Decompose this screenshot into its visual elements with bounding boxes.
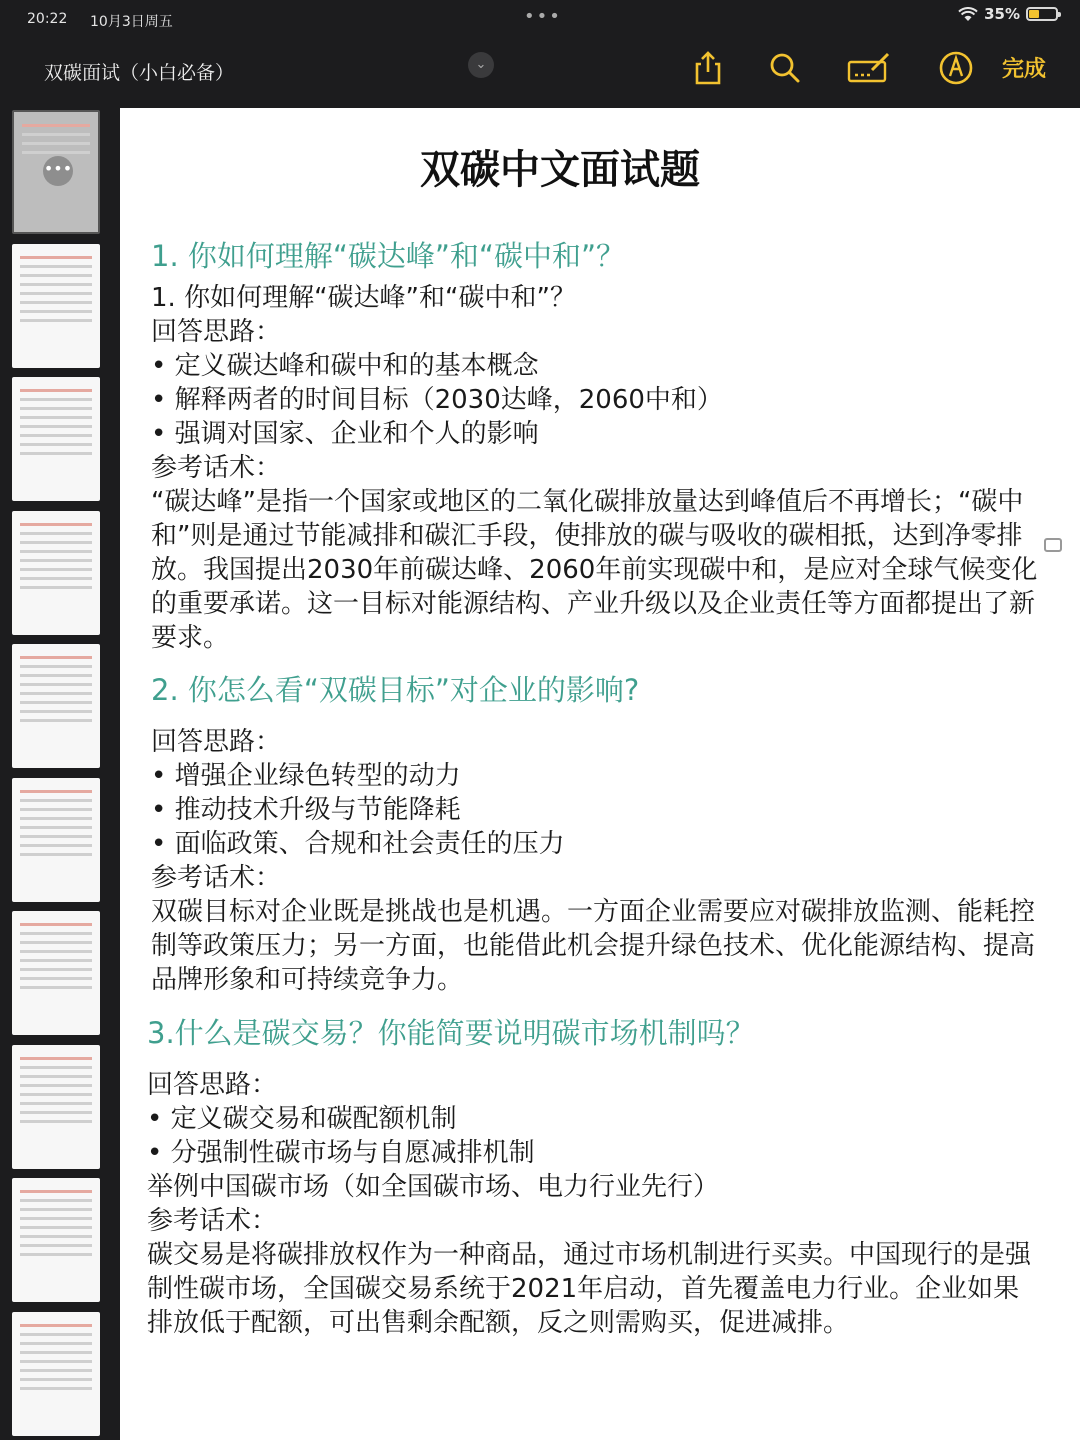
page-thumbnail[interactable]: [12, 110, 100, 234]
reference-answer: 碳交易是将碳排放权作为一种商品，通过市场机制进行买卖。中国现行的是强制性碳市场，全国碳交易系统于2021年启动，首先覆盖电力行业。企业如果排放低于配额，可出售剩余配额，反之则需购买，促进减排。: [147, 1240, 1032, 1338]
reference-answer: 双碳目标对企业既是挑战也是机遇。一方面企业需要应对碳排放监测、能耗控制等政策压力；另一方面，也能借此机会提升绿色技术、优化能源结构、提高品牌形象和可持续竞争力。: [151, 897, 1036, 995]
search-icon[interactable]: [765, 48, 805, 88]
reference-answer: “碳达峰”是指一个国家或地区的二氧化碳排放量达到峰值后不再增长；“碳中和”则是通过节能减排和碳汇手段，使排放的碳与吸收的碳相抵，达到净零排放。我国提出2030年前碳达峰、2060年前实现碳中和，是应对全球气候变化的重要承诺。这一目标对能源结构、产业升级以及企业责任等方面都提出了新要求。: [151, 487, 1038, 653]
section-heading: 1. 你如何理解“碳达峰”和“碳中和”？: [151, 239, 625, 273]
page-thumbnail[interactable]: [12, 1178, 100, 1302]
battery-percent: 35%: [984, 5, 1020, 23]
document-page[interactable]: [120, 108, 1080, 1440]
document-title[interactable]: 双碳面试（小白必备）: [44, 62, 235, 84]
status-bar: [0, 0, 1080, 40]
approach-label: 回答思路：: [151, 727, 282, 757]
status-right: [958, 5, 1058, 23]
page-thumbnails: [0, 102, 120, 1440]
page-thumbnail[interactable]: [12, 1312, 100, 1436]
more-options-icon[interactable]: •••: [43, 156, 73, 186]
wifi-icon: [958, 7, 978, 22]
toolbar: [0, 40, 1080, 102]
section-1: [151, 239, 1041, 655]
section-heading: 3.什么是碳交易？你能简要说明碳市场机制吗？: [147, 1016, 755, 1050]
page-title: 双碳中文面试题: [420, 147, 700, 193]
page-thumbnail[interactable]: [12, 244, 100, 368]
section-heading: 2. 你怎么看“双碳目标”对企业的影响?: [151, 673, 640, 707]
markup-icon[interactable]: [846, 48, 894, 88]
section-3: [147, 1016, 1037, 1340]
page-thumbnail[interactable]: [12, 778, 100, 902]
share-icon[interactable]: [688, 48, 728, 88]
question-text: 1. 你如何理解“碳达峰”和“碳中和”？: [151, 283, 576, 313]
approach-point: • 强调对国家、企业和个人的影响: [151, 419, 539, 449]
reference-label: 参考话术：: [151, 863, 282, 893]
approach-point: • 面临政策、合规和社会责任的压力: [151, 829, 565, 859]
approach-point: • 定义碳交易和碳配额机制: [147, 1104, 457, 1134]
approach-point: 举例中国碳市场（如全国碳市场、电力行业先行）: [147, 1172, 720, 1202]
done-button[interactable]: 完成: [1002, 57, 1047, 82]
approach-point: • 解释两者的时间目标（2030达峰，2060中和）: [151, 385, 723, 415]
page-thumbnail[interactable]: [12, 511, 100, 635]
status-time: 20:22: [27, 11, 68, 27]
page-thumbnail[interactable]: [12, 1045, 100, 1169]
page-thumbnail[interactable]: [12, 911, 100, 1035]
page-thumbnail[interactable]: [12, 644, 100, 768]
approach-point: • 增强企业绿色转型的动力: [151, 761, 461, 791]
battery-fill: [1029, 10, 1039, 18]
approach-label: 回答思路：: [151, 317, 282, 347]
approach-label: 回答思路：: [147, 1070, 278, 1100]
multitask-dots-icon[interactable]: •••: [524, 6, 562, 27]
comment-icon[interactable]: [1044, 538, 1062, 552]
page-thumbnail[interactable]: [12, 377, 100, 501]
battery-icon: [1026, 7, 1058, 21]
approach-point: • 定义碳达峰和碳中和的基本概念: [151, 351, 539, 381]
status-date: 10月3日周五: [90, 14, 173, 30]
section-2: [151, 673, 1041, 997]
approach-point: • 分强制性碳市场与自愿减排机制: [147, 1138, 535, 1168]
chevron-down-icon[interactable]: ⌄: [468, 52, 494, 78]
reference-label: 参考话术：: [147, 1206, 278, 1236]
reference-label: 参考话术：: [151, 453, 282, 483]
approach-point: • 推动技术升级与节能降耗: [151, 795, 461, 825]
pen-tool-icon[interactable]: [936, 48, 976, 88]
